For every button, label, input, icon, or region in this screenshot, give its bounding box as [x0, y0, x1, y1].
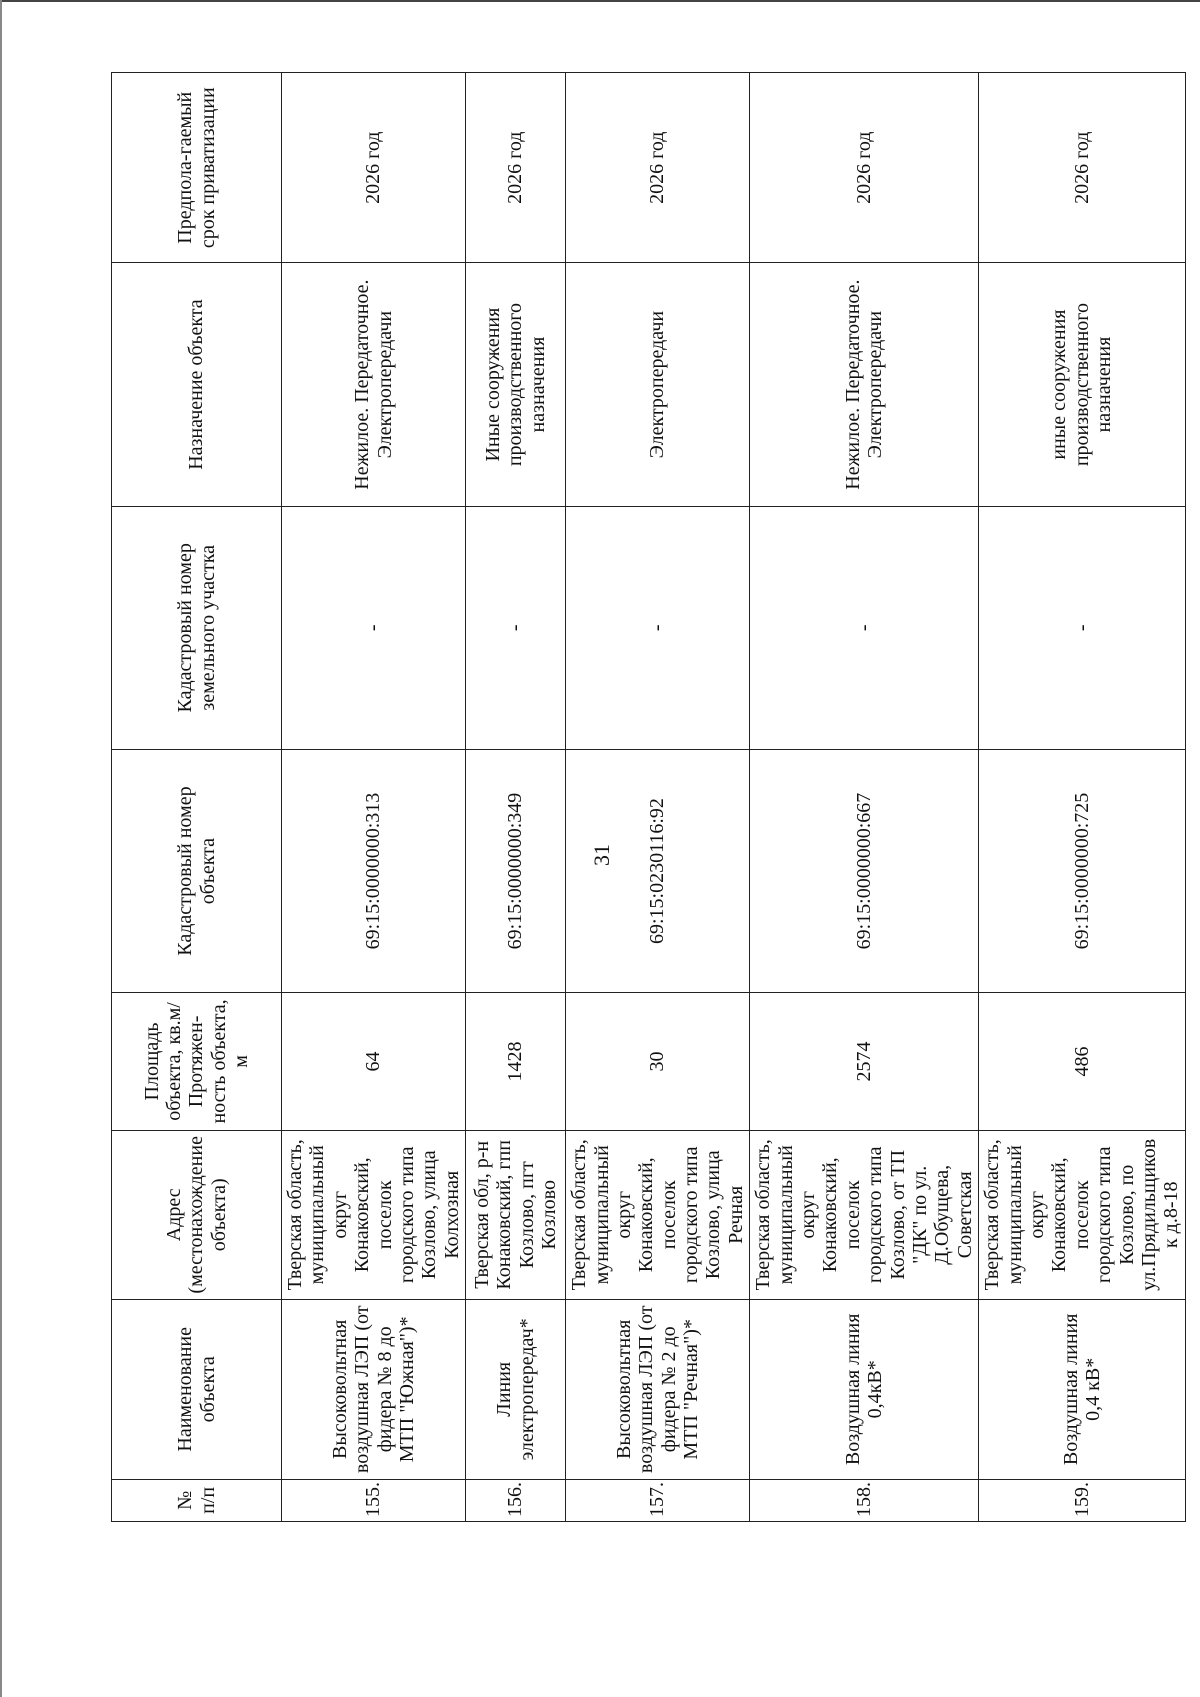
- cell-address: Тверская область, муниципальный округ Конаковский, поселок городского типа Козлово, по ул.Прядильщиков к д.8-18: [979, 1130, 1186, 1299]
- cell-area: 1428: [466, 993, 566, 1130]
- cell-term: 2026 год: [979, 73, 1186, 263]
- header-term: Предпола-гаемый срок приватизации: [112, 73, 282, 263]
- cell-purpose: Иные сооружения производственного назначения: [466, 263, 566, 506]
- registry-sheet: [111, 72, 1183, 1522]
- cell-num: 159.: [979, 1479, 1186, 1521]
- header-row: [112, 73, 282, 1522]
- header-num: № п/п: [112, 1479, 282, 1521]
- cell-purpose: Электропередачи: [566, 263, 750, 506]
- header-area: Площадь объекта, кв.м/ Протяжен-ность объекта, м: [112, 993, 282, 1130]
- header-cadastral: Кадастровый номер объекта: [112, 749, 282, 992]
- header-land-cadastral: Кадастровый номер земельного участка: [112, 506, 282, 749]
- cell-term: 2026 год: [466, 73, 566, 263]
- table-row: [750, 73, 979, 1522]
- cell-land-cadastral: -: [282, 506, 466, 749]
- cell-name: Высоковольтная воздушная ЛЭП (от фидера № 2 до МТП "Речная")*: [566, 1299, 750, 1479]
- cell-name: Линия электропередач*: [466, 1299, 566, 1479]
- cell-cadastral: 69:15:0000000:725: [979, 749, 1186, 992]
- cell-term: 2026 год: [282, 73, 466, 263]
- cell-purpose: Нежилое. Передаточное. Электропередачи: [750, 263, 979, 506]
- cell-cadastral: 69:15:0230116:92: [566, 749, 750, 992]
- cell-land-cadastral: -: [566, 506, 750, 749]
- cell-term: 2026 год: [566, 73, 750, 263]
- cell-area: 2574: [750, 993, 979, 1130]
- cell-area: 64: [282, 993, 466, 1130]
- cell-cadastral: 69:15:0000000:349: [466, 749, 566, 992]
- cell-name: Воздушная линия 0,4 кВ*: [979, 1299, 1186, 1479]
- table-row: [466, 73, 566, 1522]
- cell-name: Воздушная линия 0,4кВ*: [750, 1299, 979, 1479]
- header-address: Адрес (местонахождение объекта): [112, 1130, 282, 1299]
- cell-num: 157.: [566, 1479, 750, 1521]
- header-purpose: Назначение объекта: [112, 263, 282, 506]
- cell-cadastral: 69:15:0000000:313: [282, 749, 466, 992]
- rotated-table-wrapper: [111, 72, 1183, 1522]
- table-row: [979, 73, 1186, 1522]
- cell-num: 155.: [282, 1479, 466, 1521]
- cell-term: 2026 год: [750, 73, 979, 263]
- cell-land-cadastral: -: [979, 506, 1186, 749]
- header-name: Наименование объекта: [112, 1299, 282, 1479]
- cell-address: Тверская область, муниципальный округ Конаковский, поселок городского типа Козлово, от ТП "ДК" по ул. Д.Обущева, Советская: [750, 1130, 979, 1299]
- cell-purpose: Нежилое. Передаточное. Электропередачи: [282, 263, 466, 506]
- cell-address: Тверская область, муниципальный округ Конаковский, поселок городского типа Козлово, улица Колхозная: [282, 1130, 466, 1299]
- page-number: 31: [589, 844, 614, 866]
- cell-address: Тверская область, муниципальный округ Конаковский, поселок городского типа Козлово, улица Речная: [566, 1130, 750, 1299]
- cell-land-cadastral: -: [750, 506, 979, 749]
- scan-edge-left: [0, 0, 2, 1697]
- cell-num: 158.: [750, 1479, 979, 1521]
- cell-land-cadastral: -: [466, 506, 566, 749]
- cell-area: 30: [566, 993, 750, 1130]
- cell-name: Высоковольтная воздушная ЛЭП (от фидера № 8 до МТП "Южная")*: [282, 1299, 466, 1479]
- cell-address: Тверская обл, р-н Конаковский, гпп Козлово, пгт Козлово: [466, 1130, 566, 1299]
- table-row: [566, 73, 750, 1522]
- table-row: [282, 73, 466, 1522]
- scan-edge-top: [0, 0, 1200, 2]
- cell-num: 156.: [466, 1479, 566, 1521]
- cell-cadastral: 69:15:0000000:667: [750, 749, 979, 992]
- cell-area: 486: [979, 993, 1186, 1130]
- privatization-table: [111, 72, 1186, 1522]
- cell-purpose: иные сооружения производственного назначения: [979, 263, 1186, 506]
